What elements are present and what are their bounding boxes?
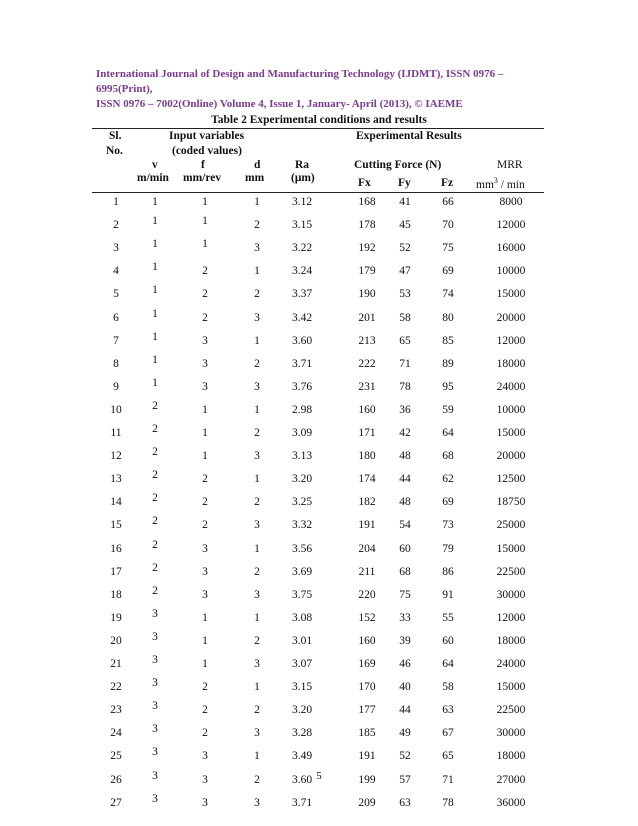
header-fx: Fx xyxy=(358,177,371,189)
cell-ra: 2.98 xyxy=(291,403,313,416)
cell-sl-no: 26 xyxy=(110,773,122,786)
cell-mrr: 15000 xyxy=(496,427,526,439)
cell-fy: 57 xyxy=(399,773,411,786)
cell-fz: 68 xyxy=(442,450,454,463)
cell-mrr: 15000 xyxy=(496,681,526,694)
mrr-unit-exponent: 3 xyxy=(493,176,498,185)
cell-fx: 170 xyxy=(358,681,376,694)
cell-fy: 75 xyxy=(399,588,411,601)
cell-fz: 63 xyxy=(442,704,454,717)
cell-ra: 3.09 xyxy=(291,427,313,439)
cell-f: 3 xyxy=(202,750,208,763)
cell-v: 1 xyxy=(152,196,158,208)
cell-ra: 3.60 xyxy=(291,773,313,786)
cell-d: 3 xyxy=(254,311,260,324)
cell-f: 2 xyxy=(202,473,208,486)
journal-header xyxy=(96,67,556,112)
cell-f: 1 xyxy=(202,427,208,439)
cell-fz: 95 xyxy=(442,380,454,393)
cell-fz: 58 xyxy=(442,681,454,694)
cell-sl-no: 18 xyxy=(110,588,122,601)
cell-fy: 48 xyxy=(399,450,411,463)
cell-mrr: 15000 xyxy=(496,288,526,301)
cell-v: 1 xyxy=(152,307,158,320)
cell-ra: 3.42 xyxy=(291,311,313,324)
cell-mrr: 8000 xyxy=(499,196,523,208)
cell-d: 2 xyxy=(254,565,260,578)
header-experimental-results: Experimental Results xyxy=(356,130,462,142)
cell-fy: 54 xyxy=(399,519,411,532)
cell-fx: 169 xyxy=(358,658,376,670)
cell-fx: 185 xyxy=(358,727,376,740)
cell-v: 2 xyxy=(152,399,158,412)
cell-fx: 178 xyxy=(358,219,376,232)
cell-fy: 65 xyxy=(399,334,411,347)
cell-v: 1 xyxy=(152,238,158,251)
cell-mrr: 18000 xyxy=(496,634,526,647)
header-v: v xyxy=(152,159,158,171)
header-v-unit: m/min xyxy=(137,172,169,184)
cell-ra: 3.49 xyxy=(291,750,313,763)
cell-fx: 209 xyxy=(358,796,376,809)
cell-d: 3 xyxy=(254,727,260,740)
cell-ra: 3.69 xyxy=(291,565,313,578)
header-f-unit: mm/rev xyxy=(183,172,222,184)
cell-mrr: 12000 xyxy=(496,334,526,347)
cell-fx: 182 xyxy=(358,496,376,509)
cell-mrr: 25000 xyxy=(496,519,526,532)
cell-fy: 53 xyxy=(399,288,411,301)
cell-mrr: 24000 xyxy=(496,658,526,670)
cell-f: 1 xyxy=(202,634,208,647)
cell-fz: 80 xyxy=(442,311,454,324)
cell-d: 2 xyxy=(254,634,260,647)
cell-ra: 3.20 xyxy=(291,473,313,486)
cell-v: 2 xyxy=(152,492,158,505)
cell-v: 2 xyxy=(152,423,158,435)
cell-fz: 73 xyxy=(442,519,454,532)
cell-d: 1 xyxy=(254,196,260,208)
cell-fy: 52 xyxy=(399,242,411,255)
cell-fx: 180 xyxy=(358,450,376,463)
cell-fx: 174 xyxy=(358,473,376,486)
cell-v: 3 xyxy=(152,723,158,736)
cell-v: 3 xyxy=(152,746,158,759)
cell-fx: 220 xyxy=(358,588,376,601)
cell-fz: 85 xyxy=(442,334,454,347)
cell-sl-no: 16 xyxy=(110,542,122,555)
cell-sl-no: 9 xyxy=(113,380,119,393)
cell-d: 1 xyxy=(254,611,260,624)
header-d: d xyxy=(254,159,261,171)
cell-sl-no: 14 xyxy=(110,496,122,509)
cell-mrr: 18750 xyxy=(496,496,526,509)
cell-sl-no: 1 xyxy=(113,196,119,208)
cell-d: 2 xyxy=(254,704,260,717)
cell-fz: 64 xyxy=(442,427,454,439)
cell-fy: 48 xyxy=(399,496,411,509)
cell-f: 3 xyxy=(202,773,208,786)
cell-d: 1 xyxy=(254,265,260,278)
cell-sl-no: 6 xyxy=(113,311,119,324)
cell-v: 2 xyxy=(152,538,158,551)
cell-ra: 3.76 xyxy=(291,380,313,393)
cell-fx: 199 xyxy=(358,773,376,786)
cell-sl-no: 20 xyxy=(110,634,122,647)
cell-d: 2 xyxy=(254,773,260,786)
cell-fx: 171 xyxy=(358,427,376,439)
cell-v: 2 xyxy=(152,469,158,482)
cell-sl-no: 23 xyxy=(110,704,122,717)
cell-mrr: 12000 xyxy=(496,219,526,232)
cell-v: 2 xyxy=(152,446,158,459)
cell-mrr: 12500 xyxy=(496,473,526,486)
cell-ra: 3.32 xyxy=(291,519,313,532)
cell-fx: 201 xyxy=(358,311,376,324)
cell-fx: 213 xyxy=(358,334,376,347)
cell-f: 3 xyxy=(202,334,208,347)
cell-d: 1 xyxy=(254,403,260,416)
cell-ra: 3.71 xyxy=(291,796,313,809)
cell-f: 2 xyxy=(202,681,208,694)
cell-v: 3 xyxy=(152,792,158,805)
header-ra: Ra xyxy=(295,159,310,171)
cell-fy: 46 xyxy=(399,658,411,670)
cell-f: 1 xyxy=(202,215,208,228)
cell-d: 3 xyxy=(254,796,260,809)
cell-mrr: 10000 xyxy=(496,265,526,278)
cell-d: 2 xyxy=(254,496,260,509)
cell-fz: 70 xyxy=(442,219,454,232)
cell-f: 2 xyxy=(202,704,208,717)
cell-v: 1 xyxy=(152,215,158,228)
cell-mrr: 18000 xyxy=(496,357,526,370)
cell-fy: 36 xyxy=(399,403,411,416)
cell-v: 2 xyxy=(152,584,158,597)
header-mrr-unit xyxy=(476,176,525,191)
cell-d: 3 xyxy=(254,380,260,393)
header-mrr: MRR xyxy=(497,159,523,171)
mrr-unit-base: mm xyxy=(476,179,494,191)
cell-sl-no: 2 xyxy=(113,219,119,232)
cell-fz: 89 xyxy=(442,357,454,370)
header-sl: Sl. xyxy=(109,130,122,142)
cell-fy: 60 xyxy=(399,542,411,555)
page-number: 5 xyxy=(316,770,322,782)
header-input-variables: Input variables xyxy=(169,130,245,142)
header-fz: Fz xyxy=(441,177,454,189)
cell-v: 1 xyxy=(152,284,158,297)
header-f: f xyxy=(201,159,205,171)
cell-sl-no: 25 xyxy=(110,750,122,763)
cell-sl-no: 19 xyxy=(110,611,122,624)
cell-d: 3 xyxy=(254,450,260,463)
cell-fx: 160 xyxy=(358,634,376,647)
cell-sl-no: 7 xyxy=(113,334,119,347)
cell-fz: 74 xyxy=(442,288,454,301)
cell-mrr: 27000 xyxy=(496,773,526,786)
cell-ra: 3.28 xyxy=(291,727,313,740)
cell-ra: 3.22 xyxy=(291,242,313,255)
cell-mrr: 15000 xyxy=(496,542,526,555)
cell-sl-no: 3 xyxy=(113,242,119,255)
cell-fy: 33 xyxy=(399,611,411,624)
cell-d: 3 xyxy=(254,242,260,255)
cell-mrr: 36000 xyxy=(496,796,526,809)
cell-d: 3 xyxy=(254,658,260,670)
cell-d: 2 xyxy=(254,427,260,439)
table-header-rule xyxy=(92,192,544,193)
cell-f: 3 xyxy=(202,796,208,809)
cell-fy: 68 xyxy=(399,565,411,578)
cell-ra: 3.75 xyxy=(291,588,313,601)
cell-d: 2 xyxy=(254,357,260,370)
cell-mrr: 20000 xyxy=(496,311,526,324)
cell-f: 2 xyxy=(202,727,208,740)
cell-d: 1 xyxy=(254,334,260,347)
cell-fz: 66 xyxy=(442,196,454,208)
cell-fy: 42 xyxy=(399,427,411,439)
cell-fy: 39 xyxy=(399,634,411,647)
cell-f: 2 xyxy=(202,519,208,532)
cell-mrr: 30000 xyxy=(496,588,526,601)
cell-sl-no: 8 xyxy=(113,357,119,370)
cell-fx: 204 xyxy=(358,542,376,555)
cell-v: 3 xyxy=(152,654,158,666)
cell-fx: 179 xyxy=(358,265,376,278)
cell-d: 1 xyxy=(254,473,260,486)
cell-fz: 69 xyxy=(442,265,454,278)
header-cutting-force: Cutting Force (N) xyxy=(354,159,442,171)
cell-d: 3 xyxy=(254,588,260,601)
cell-fy: 47 xyxy=(399,265,411,278)
cell-fz: 75 xyxy=(442,242,454,255)
cell-ra: 3.08 xyxy=(291,611,313,624)
journal-header-line1: International Journal of Design and Manufacturing Technology (IJDMT), ISSN 0976 – 6995(Print), xyxy=(96,68,504,95)
cell-mrr: 16000 xyxy=(496,242,526,255)
cell-ra: 3.15 xyxy=(291,219,313,232)
cell-fx: 191 xyxy=(358,750,376,763)
cell-sl-no: 10 xyxy=(110,403,122,416)
cell-fx: 192 xyxy=(358,242,376,255)
cell-mrr: 18000 xyxy=(496,750,526,763)
cell-sl-no: 12 xyxy=(110,450,122,463)
cell-f: 3 xyxy=(202,542,208,555)
mrr-unit-per: / min xyxy=(497,179,525,191)
cell-sl-no: 4 xyxy=(113,265,119,278)
cell-mrr: 30000 xyxy=(496,727,526,740)
cell-fz: 55 xyxy=(442,611,454,624)
cell-fz: 60 xyxy=(442,634,454,647)
cell-ra: 3.20 xyxy=(291,704,313,717)
cell-fy: 52 xyxy=(399,750,411,763)
cell-sl-no: 21 xyxy=(110,658,122,670)
cell-v: 1 xyxy=(152,353,158,366)
cell-ra: 3.56 xyxy=(291,542,313,555)
cell-f: 2 xyxy=(202,311,208,324)
cell-fy: 44 xyxy=(399,704,411,717)
cell-sl-no: 5 xyxy=(113,288,119,301)
cell-fx: 211 xyxy=(358,565,376,578)
cell-sl-no: 15 xyxy=(110,519,122,532)
cell-v: 3 xyxy=(152,607,158,620)
cell-ra: 3.12 xyxy=(291,196,313,208)
cell-sl-no: 24 xyxy=(110,727,122,740)
cell-fx: 190 xyxy=(358,288,376,301)
cell-mrr: 12000 xyxy=(496,611,526,624)
cell-d: 3 xyxy=(254,519,260,532)
header-fy: Fy xyxy=(398,177,411,189)
cell-f: 3 xyxy=(202,357,208,370)
cell-ra: 3.13 xyxy=(291,450,313,463)
cell-fz: 65 xyxy=(442,750,454,763)
cell-v: 2 xyxy=(152,515,158,528)
cell-f: 2 xyxy=(202,265,208,278)
cell-f: 1 xyxy=(202,658,208,670)
cell-v: 3 xyxy=(152,630,158,643)
cell-fx: 222 xyxy=(358,357,376,370)
cell-v: 1 xyxy=(152,261,158,274)
cell-fz: 64 xyxy=(442,658,454,670)
cell-fz: 67 xyxy=(442,727,454,740)
cell-sl-no: 11 xyxy=(110,427,122,439)
cell-mrr: 24000 xyxy=(496,380,526,393)
cell-fx: 168 xyxy=(358,196,376,208)
cell-fz: 91 xyxy=(442,588,454,601)
cell-fx: 152 xyxy=(358,611,376,624)
cell-fz: 62 xyxy=(442,473,454,486)
cell-fz: 59 xyxy=(442,403,454,416)
cell-fz: 78 xyxy=(442,796,454,809)
header-no: No. xyxy=(106,145,123,157)
cell-f: 2 xyxy=(202,288,208,301)
table-caption: Table 2 Experimental conditions and results xyxy=(211,114,427,126)
cell-sl-no: 22 xyxy=(110,681,122,694)
cell-d: 2 xyxy=(254,288,260,301)
cell-fy: 49 xyxy=(399,727,411,740)
cell-f: 3 xyxy=(202,380,208,393)
cell-mrr: 10000 xyxy=(496,403,526,416)
journal-header-line2: ISSN 0976 – 7002(Online) Volume 4, Issue 1, January- April (2013), © IAEME xyxy=(96,98,463,110)
cell-v: 3 xyxy=(152,769,158,782)
header-d-unit: mm xyxy=(245,172,265,184)
cell-ra: 3.01 xyxy=(291,634,313,647)
cell-ra: 3.71 xyxy=(291,357,313,370)
cell-v: 3 xyxy=(152,700,158,713)
cell-mrr: 22500 xyxy=(496,704,526,717)
header-coded-values: (coded values) xyxy=(172,145,242,157)
cell-v: 1 xyxy=(152,376,158,389)
cell-sl-no: 13 xyxy=(110,473,122,486)
cell-d: 1 xyxy=(254,750,260,763)
cell-d: 2 xyxy=(254,219,260,232)
cell-d: 1 xyxy=(254,542,260,555)
cell-v: 1 xyxy=(152,330,158,343)
cell-ra: 3.25 xyxy=(291,496,313,509)
cell-fx: 191 xyxy=(358,519,376,532)
cell-f: 1 xyxy=(202,403,208,416)
cell-fy: 58 xyxy=(399,311,411,324)
cell-f: 2 xyxy=(202,496,208,509)
cell-f: 3 xyxy=(202,588,208,601)
cell-f: 1 xyxy=(202,450,208,463)
cell-ra: 3.24 xyxy=(291,265,313,278)
cell-fy: 71 xyxy=(399,357,411,370)
cell-mrr: 20000 xyxy=(496,450,526,463)
header-ra-unit: (μm) xyxy=(291,172,315,184)
cell-f: 1 xyxy=(202,196,208,208)
table-top-rule xyxy=(92,128,544,129)
cell-fz: 71 xyxy=(442,773,454,786)
cell-fz: 86 xyxy=(442,565,454,578)
cell-fy: 78 xyxy=(399,380,411,393)
cell-f: 3 xyxy=(202,565,208,578)
cell-ra: 3.37 xyxy=(291,288,313,301)
cell-fx: 177 xyxy=(358,704,376,717)
cell-fy: 45 xyxy=(399,219,411,232)
cell-sl-no: 17 xyxy=(110,565,122,578)
cell-fy: 63 xyxy=(399,796,411,809)
cell-f: 1 xyxy=(202,238,208,251)
cell-ra: 3.60 xyxy=(291,334,313,347)
cell-v: 3 xyxy=(152,677,158,690)
cell-ra: 3.07 xyxy=(291,658,313,670)
cell-fx: 160 xyxy=(358,403,376,416)
cell-fy: 40 xyxy=(399,681,411,694)
cell-fz: 79 xyxy=(442,542,454,555)
cell-ra: 3.15 xyxy=(291,681,313,694)
cell-sl-no: 27 xyxy=(110,796,122,809)
cell-v: 2 xyxy=(152,561,158,574)
cell-fx: 231 xyxy=(358,380,376,393)
cell-d: 1 xyxy=(254,681,260,694)
cell-fy: 44 xyxy=(399,473,411,486)
cell-f: 1 xyxy=(202,611,208,624)
cell-fy: 41 xyxy=(399,196,411,208)
cell-mrr: 22500 xyxy=(496,565,526,578)
cell-fz: 69 xyxy=(442,496,454,509)
